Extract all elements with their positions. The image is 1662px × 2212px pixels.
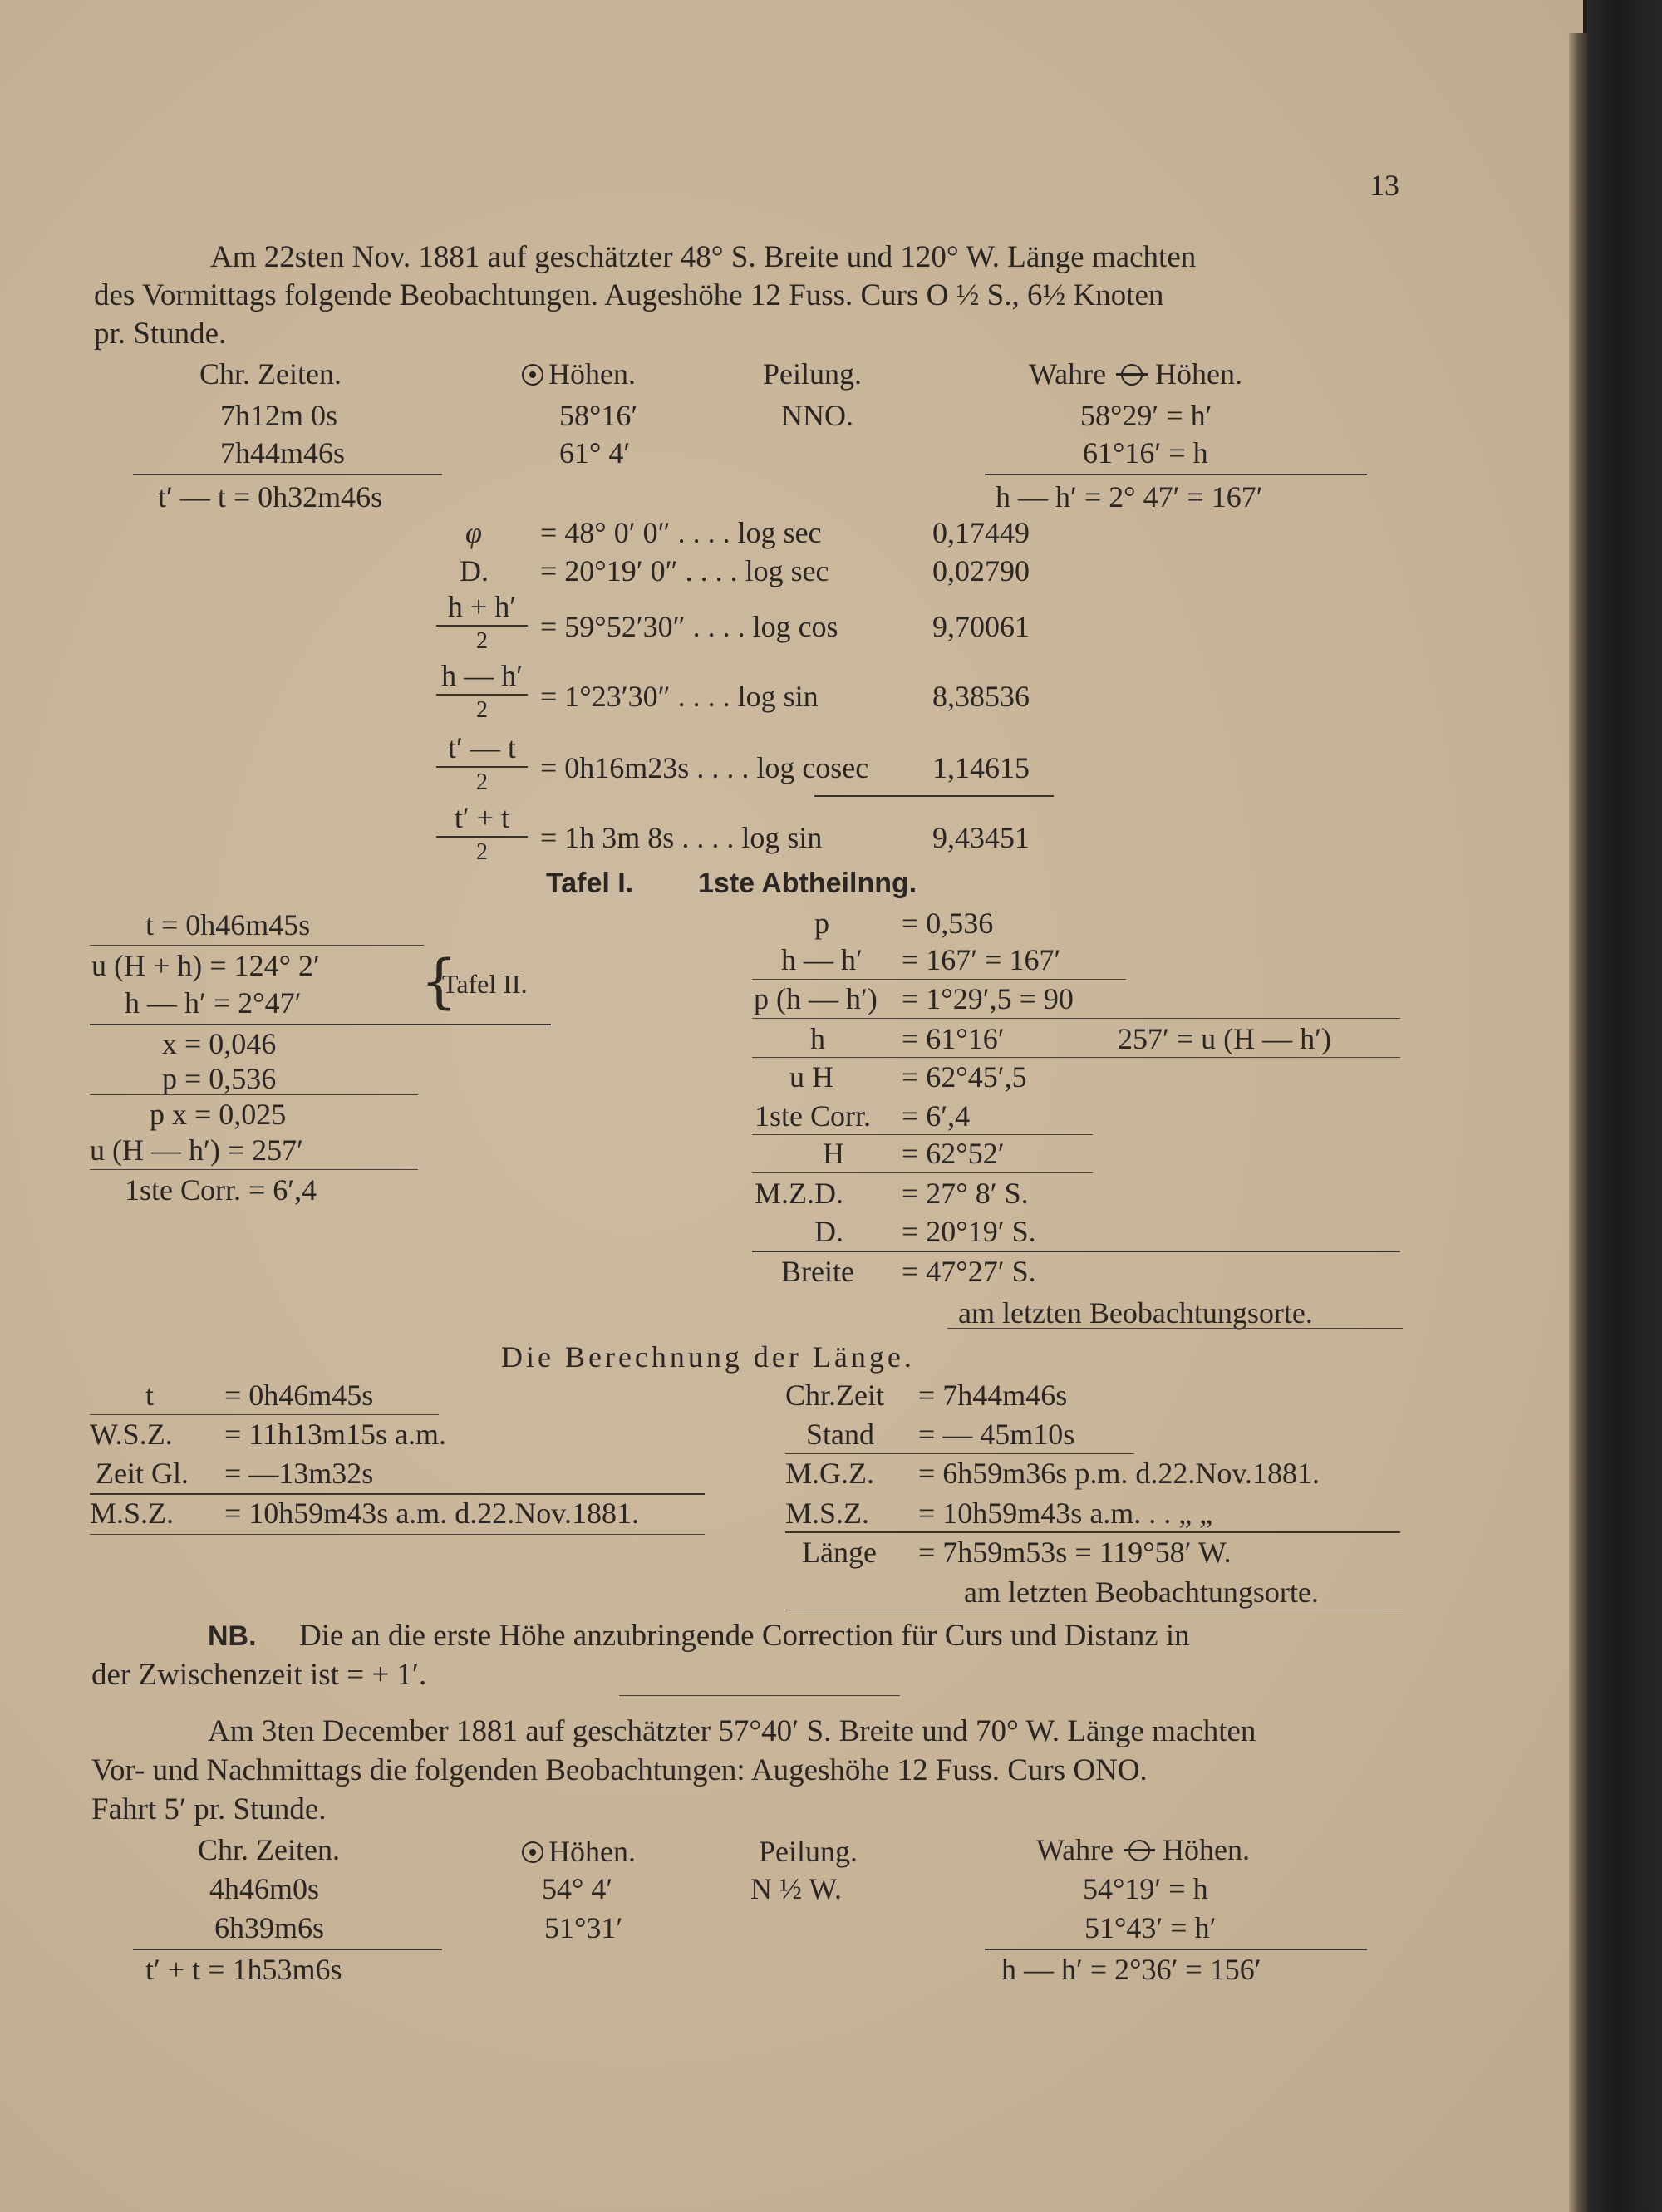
- laenge-left-zeitgl-label: Zeit Gl.: [96, 1457, 189, 1490]
- right-uH-value: = 62°45′,5: [902, 1060, 1027, 1094]
- obs2-wahre-rule: [985, 1949, 1367, 1950]
- laenge-right-chr-label: Chr.Zeit: [785, 1379, 884, 1412]
- book-spine: [1569, 33, 1587, 2212]
- laenge-left-t-label: t: [145, 1379, 155, 1412]
- brace-icon: {: [420, 947, 458, 1015]
- right-breite-label: Breite: [781, 1255, 854, 1288]
- laenge-right-rule-1: [785, 1453, 1134, 1454]
- obs2-chr-sum: t′ + t = 1h53m6s: [145, 1953, 342, 1986]
- left-hh-minus: h — h′ = 2°47′: [125, 986, 302, 1020]
- right-uH-label: u H: [789, 1060, 833, 1094]
- sun-lower-limb-icon: [1128, 1840, 1150, 1861]
- tafel-1-abtheilung-text: 1ste Abtheilnng.: [698, 868, 917, 899]
- log-phi-value: 0,17449: [932, 516, 1030, 549]
- obs1-intro-line-2: des Vormittags folgende Beobachtungen. Augeshöhe 12 Fuss. Curs O ½ S., 6½ Knoten: [94, 278, 1164, 312]
- obs1-hoehe-1: 58°16′: [559, 399, 638, 432]
- book-cover: [1587, 0, 1662, 2212]
- frac-den: 2: [476, 628, 488, 654]
- frac-den: 2: [476, 839, 488, 865]
- laenge-left-rule-2: [90, 1493, 705, 1495]
- laenge-right-laenge-value: = 7h59m53s = 119°58′ W.: [918, 1536, 1232, 1569]
- right-rule-3: [752, 1057, 1400, 1058]
- log-hph-value: 9,70061: [932, 610, 1030, 643]
- frac-den: 2: [476, 769, 488, 795]
- laenge-right-ort: am letzten Beobachtungsorte.: [964, 1575, 1319, 1609]
- right-h-extra: 257′ = u (H — h′): [1118, 1022, 1332, 1055]
- laenge-left-msz-label: M.S.Z.: [90, 1497, 175, 1530]
- right-corr-value: = 6′,4: [902, 1099, 971, 1133]
- frac-h-plus-h: [436, 592, 528, 653]
- right-H-label: H: [823, 1137, 844, 1170]
- obs1-wahre-2: 61°16′ = h: [1083, 436, 1208, 469]
- laenge-left-t-value: = 0h46m45s: [224, 1379, 374, 1412]
- obs2-header-chr: Chr. Zeiten.: [198, 1833, 340, 1866]
- right-rule-1: [752, 979, 1126, 980]
- obs1-hoehe-2: 61° 4′: [559, 436, 631, 469]
- laenge-left-wsz-value: = 11h13m15s a.m.: [224, 1418, 446, 1451]
- obs2-intro-line-3: Fahrt 5′ pr. Stunde.: [91, 1792, 327, 1826]
- right-h-label: h: [810, 1022, 825, 1055]
- frac-num: h + h′: [436, 592, 528, 627]
- laenge-left-rule-3: [90, 1534, 705, 1535]
- log-hph-row: = 59°52′30″ . . . . log cos: [540, 610, 838, 643]
- right-rule-4: [752, 1134, 1093, 1135]
- left-corr: 1ste Corr. = 6′,4: [125, 1173, 317, 1207]
- log-sum-rule: [814, 795, 1054, 797]
- laenge-right-chr-value: = 7h44m46s: [918, 1379, 1068, 1412]
- right-ort: am letzten Beobachtungsorte.: [958, 1296, 1313, 1330]
- sun-centre-icon: [522, 364, 543, 386]
- laenge-right-mgz-value: = 6h59m36s p.m. d.22.Nov.1881.: [918, 1457, 1320, 1490]
- laenge-left-msz-value: = 10h59m43s a.m. d.22.Nov.1881.: [224, 1497, 639, 1530]
- frac-t-plus-t: [436, 803, 528, 864]
- obs2-hoehe-1: 54° 4′: [542, 1872, 613, 1905]
- obs1-intro-line-3: pr. Stunde.: [94, 317, 227, 351]
- obs1-header-wahre-hoehen: Höhen.: [1155, 357, 1243, 391]
- right-phmh-value: = 1°29′,5 = 90: [902, 982, 1074, 1015]
- sun-centre-icon: [522, 1841, 543, 1863]
- obs1-header-peilung: Peilung.: [763, 357, 863, 391]
- laenge-left-wsz-label: W.S.Z.: [90, 1418, 173, 1451]
- right-ort-rule: [947, 1328, 1403, 1329]
- obs1-peilung-value: NNO.: [781, 399, 853, 432]
- obs2-wahre-1: 54°19′ = h: [1083, 1872, 1208, 1905]
- left-rule-2: [90, 1024, 551, 1025]
- left-px: p x = 0,025: [150, 1098, 287, 1131]
- laenge-right-laenge-label: Länge: [802, 1536, 877, 1569]
- obs2-header-peilung: Peilung.: [759, 1835, 858, 1868]
- tafel-1-abtheilung: [698, 869, 917, 897]
- obs2-wahre-diff: h — h′ = 2°36′ = 156′: [1001, 1953, 1261, 1986]
- right-mzd-label: M.Z.D.: [755, 1177, 843, 1210]
- log-hmh-row: = 1°23′30″ . . . . log sin: [540, 680, 819, 713]
- obs2-intro-line-2: Vor- und Nachmittags die folgenden Beobachtungen: Augeshöhe 12 Fuss. Curs ONO.: [91, 1753, 1148, 1787]
- right-h-value: = 61°16′: [902, 1022, 1005, 1055]
- page-number: 13: [1369, 169, 1399, 202]
- obs1-header-hoehen-label: Höhen.: [548, 357, 636, 391]
- log-phi-symbol: φ: [465, 516, 482, 549]
- right-rule-2: [752, 1018, 1400, 1019]
- left-rule-1: [90, 945, 424, 946]
- frac-h-minus-h: [436, 661, 528, 722]
- right-rule-6: [752, 1251, 1400, 1252]
- left-x: x = 0,046: [162, 1027, 277, 1060]
- log-hmh-value: 8,38536: [932, 680, 1030, 713]
- obs2-header-hoehen: [522, 1836, 636, 1866]
- right-corr-label: 1ste Corr.: [755, 1099, 871, 1133]
- log-d-symbol: D.: [460, 554, 489, 587]
- obs1-chr-time-2: 7h44m46s: [220, 436, 346, 469]
- log-d-row: = 20°19′ 0″ . . . . log sec: [540, 554, 829, 587]
- laenge-right-msz-value: = 10h59m43s a.m. . . „ „: [918, 1497, 1213, 1530]
- frac-num: t′ + t: [436, 803, 528, 838]
- left-rule-3: [90, 1094, 418, 1095]
- log-d-value: 0,02790: [932, 554, 1030, 587]
- nb-text-1: Die an die erste Höhe anzubringende Correction für Curs und Distanz in: [299, 1619, 1190, 1653]
- right-p-label: p: [814, 907, 829, 940]
- obs1-wahre-rule: [985, 474, 1367, 475]
- tafel-1-label: Tafel I.: [546, 868, 634, 899]
- log-tmt-value: 1,14615: [932, 751, 1030, 784]
- laenge-right-stand-label: Stand: [806, 1418, 875, 1451]
- obs2-header-hoehen-label: Höhen.: [548, 1835, 636, 1868]
- right-mzd-value: = 27° 8′ S.: [902, 1177, 1029, 1210]
- obs1-chr-rule: [133, 474, 442, 475]
- left-t: t = 0h46m45s: [145, 908, 311, 941]
- obs1-wahre-diff: h — h′ = 2° 47′ = 167′: [996, 480, 1263, 514]
- laenge-right-stand-value: = — 45m10s: [918, 1418, 1075, 1451]
- log-tpt-value: 9,43451: [932, 821, 1030, 854]
- right-hmh-label: h — h′: [781, 943, 863, 976]
- right-D-value: = 20°19′ S.: [902, 1215, 1036, 1248]
- left-hh-plus: u (H + h) = 124° 2′: [91, 949, 320, 982]
- frac-t-minus-t: [436, 733, 528, 794]
- obs1-header-wahre-label: Wahre: [1029, 357, 1107, 391]
- obs2-chr-time-1: 4h46m0s: [209, 1872, 320, 1905]
- obs2-peilung-value: N ½ W.: [750, 1872, 843, 1905]
- obs1-chr-time-1: 7h12m 0s: [220, 399, 338, 432]
- obs1-wahre-1: 58°29′ = h′: [1080, 399, 1212, 432]
- left-p: p = 0,536: [162, 1062, 277, 1095]
- obs2-intro-line-1: Am 3ten December 1881 auf geschätzter 57°40′ S. Breite und 70° W. Länge machten: [208, 1714, 1256, 1748]
- obs2-chr-rule: [133, 1949, 442, 1950]
- sun-lower-limb-icon: [1121, 364, 1143, 386]
- obs1-header-chr: Chr. Zeiten.: [199, 357, 342, 391]
- obs2-header-wahre-hoehen: Höhen.: [1163, 1833, 1251, 1866]
- obs2-wahre-2: 51°43′ = h′: [1084, 1911, 1217, 1944]
- laenge-right-msz-label: M.S.Z.: [785, 1497, 870, 1530]
- right-D-label: D.: [814, 1215, 843, 1248]
- left-tafel-2: Tafel II.: [442, 969, 528, 999]
- left-Hmh: u (H — h′) = 257′: [90, 1133, 304, 1167]
- right-p-value: = 0,536: [902, 907, 994, 940]
- left-rule-4: [90, 1169, 418, 1170]
- log-tmt-row: = 0h16m23s . . . . log cosec: [540, 751, 869, 784]
- frac-num: h — h′: [436, 661, 528, 696]
- obs1-header-wahre: [1029, 359, 1242, 389]
- log-phi-row: = 48° 0′ 0″ . . . . log sec: [540, 516, 822, 549]
- obs1-intro-line-1: Am 22sten Nov. 1881 auf geschätzter 48° S. Breite und 120° W. Länge machten: [210, 240, 1197, 274]
- obs1-chr-diff: t′ — t = 0h32m46s: [158, 480, 383, 514]
- nb-separator: [619, 1695, 900, 1696]
- laenge-right-mgz-label: M.G.Z.: [785, 1457, 874, 1490]
- nb-text-2: der Zwischenzeit ist = + 1′.: [91, 1658, 427, 1692]
- laenge-left-rule-1: [90, 1414, 439, 1415]
- obs2-chr-time-2: 6h39m6s: [214, 1911, 325, 1944]
- right-rule-5: [752, 1172, 1093, 1173]
- laenge-right-rule-2: [785, 1531, 1400, 1533]
- laenge-left-zeitgl-value: = —13m32s: [224, 1457, 374, 1490]
- laenge-heading: Die Berechnung der Länge.: [501, 1340, 915, 1374]
- right-phmh-label: p (h — h′): [754, 982, 878, 1015]
- right-breite-value: = 47°27′ S.: [902, 1255, 1036, 1288]
- right-H-value: = 62°52′: [902, 1137, 1005, 1170]
- log-tpt-row: = 1h 3m 8s . . . . log sin: [540, 821, 823, 854]
- nb-label: NB.: [208, 1620, 257, 1652]
- frac-num: t′ — t: [436, 733, 528, 768]
- frac-den: 2: [476, 697, 488, 723]
- obs2-header-wahre-label: Wahre: [1036, 1833, 1114, 1866]
- obs2-header-wahre: [1036, 1835, 1250, 1865]
- right-hmh-value: = 167′ = 167′: [902, 943, 1061, 976]
- obs1-header-hoehen: [522, 359, 636, 389]
- obs2-hoehe-2: 51°31′: [544, 1911, 623, 1944]
